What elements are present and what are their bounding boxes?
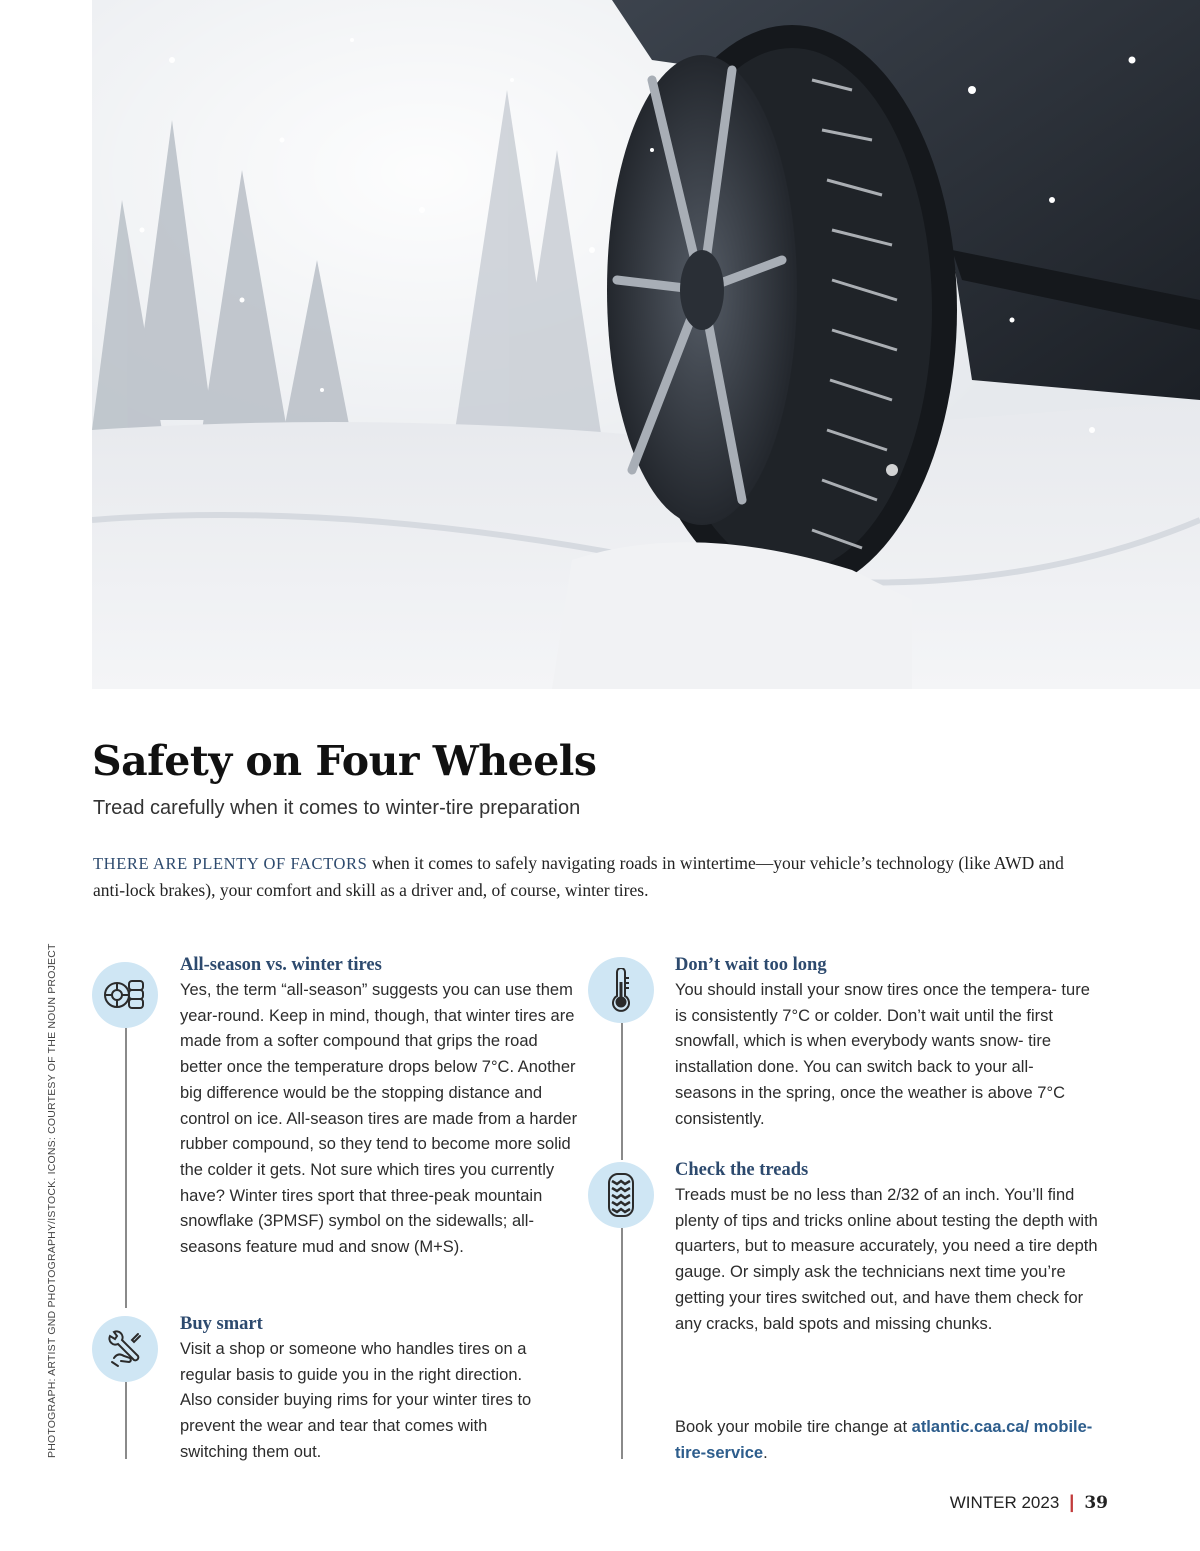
right-timeline-line-2 [621,1228,623,1459]
wrench-hand-icon [92,1316,158,1382]
section-body: Treads must be no less than 2/32 of an inch. You’ll find plenty of tips and tricks online about testing the depth with quarters, but to measure accurately, you need a tire depth gauge. Or simply ask the technicians next time you’re getting your tires switched out, and have them check for any cracks, bald spots and missing chunks. [675,1186,1098,1333]
page-footer [950,1492,1108,1513]
section-body: Visit a shop or someone who handles tires on a regular basis to guide you in the right direction. Also consider buying rims for your winter tires to prevent the wear and tear that comes with switching them out. [180,1340,532,1461]
booking-link[interactable]: atlantic.caa.ca/ mobile-tire-service [675,1418,1093,1462]
tire-tread-icon [588,1162,654,1228]
section-buy-smart [180,1311,555,1466]
tire-stack-icon [92,962,158,1028]
page-title: Safety on Four Wheels [92,737,597,785]
section-heading: Check the treads [675,1160,809,1180]
left-timeline-line [125,1025,127,1308]
booking-end: . [763,1444,768,1462]
thermometer-icon [588,957,654,1023]
section-body: You should install your snow tires once the tempera- ture is consistently 7°C or colder. Don’t wait until the first snowfall, which is when everybody wants snow- tire installation done. You can switch back to your all-seasons in the spring, once the weather is above 7°C consistently. [675,981,1090,1128]
hero-photo [92,0,1200,689]
page-number: 39 [1084,1492,1108,1513]
section-all-season [180,952,580,1261]
section-dont-wait [675,952,1095,1132]
section-heading: Buy smart [180,1314,263,1334]
booking-note [675,1414,1105,1466]
page-subtitle: Tread carefully when it comes to winter-tire preparation [93,797,581,819]
section-body: Yes, the term “all-season” suggests you can use them year-round. Keep in mind, though, that winter tires are made from a softer compound that grips the road better once the temperature drops below 7°C. Another big difference would be the stopping distance and control on ice. All-season tires are made from a harder rubber compound, so they tend to become more solid the colder it gets. Not sure which tires you currently have? Winter tires sport that three-peak mountain snowflake (3PMSF) symbol on the sidewalls; all-seasons feature mud and snow (M+S). [180,981,578,1257]
right-timeline-line [621,1023,623,1160]
intro-lead: THERE ARE PLENTY OF FACTORS [93,854,368,873]
section-heading: Don’t wait too long [675,955,827,975]
left-timeline-line-2 [125,1382,127,1459]
intro-paragraph [93,850,1093,903]
section-heading: All-season vs. winter tires [180,955,382,975]
intro-text: when it comes to safely navigating roads in wintertime—your vehicle’s technology (like AWD and anti-lock brakes), your comfort and skill as a driver and, of course, winter tires. [93,853,1064,900]
issue-label: WINTER 2023 [949,1492,1060,1512]
booking-text: Book your mobile tire change at [675,1418,912,1436]
photo-credit: PHOTOGRAPH: ARTIST GND PHOTOGRAPHY/ISTOCK. ICONS: COURTESY OF THE NOUN PROJECT [46,943,58,1458]
section-check-treads [675,1157,1110,1337]
footer-separator: | [1069,1492,1075,1512]
